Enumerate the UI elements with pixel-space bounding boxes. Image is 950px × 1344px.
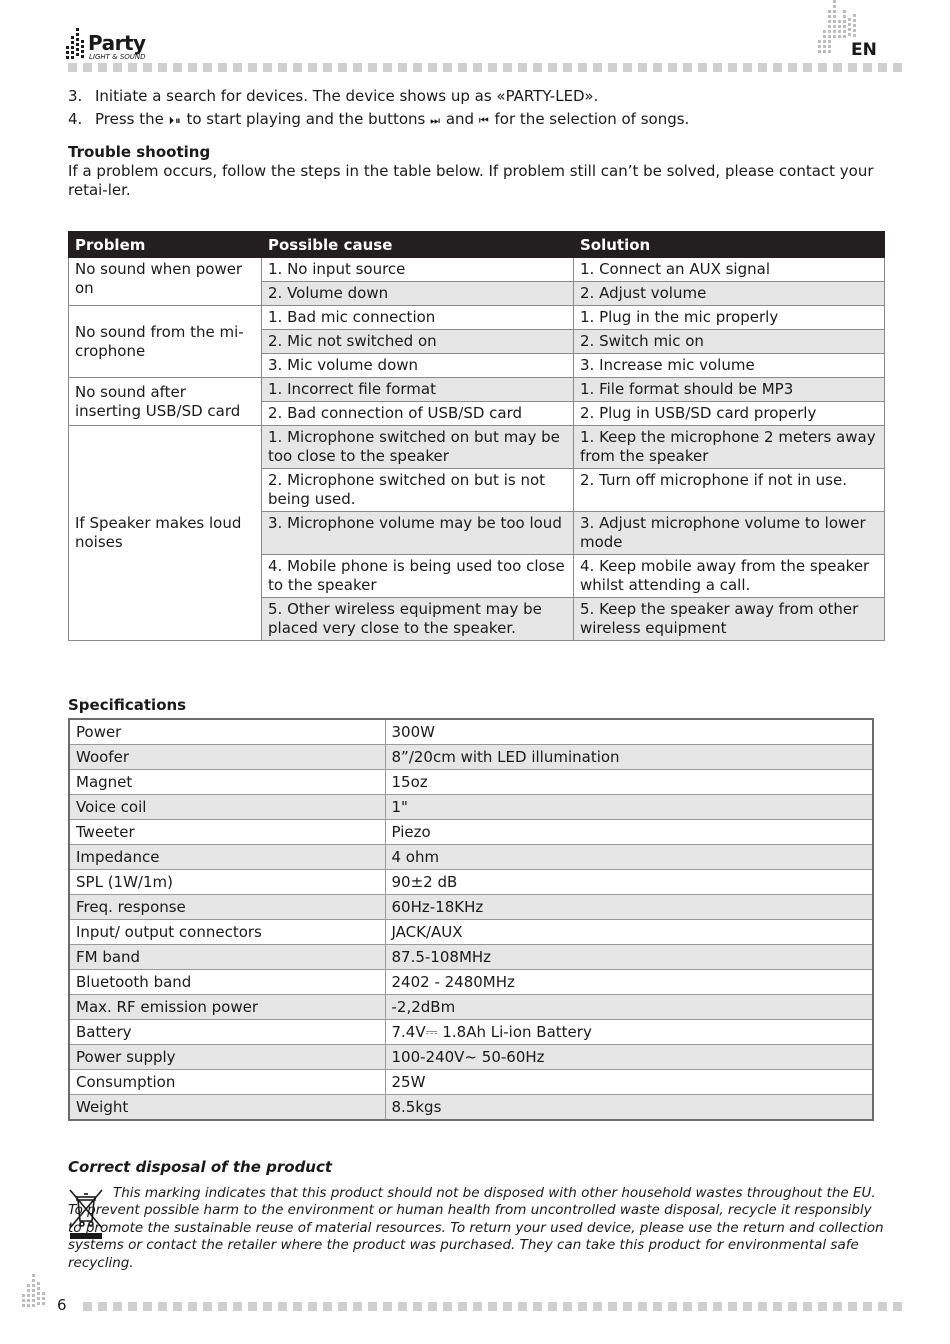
problem-cell: No sound from the mi-crophone [69, 306, 262, 378]
divider-square [248, 1302, 257, 1311]
spec-row [69, 1045, 873, 1070]
cause-cell: 2. Mic not switched on [262, 330, 574, 354]
divider-square [878, 1302, 887, 1311]
divider-square [668, 1302, 677, 1311]
divider-square [563, 1302, 572, 1311]
spec-value: 7.4V⎓ 1.8Ah Li-ion Battery [385, 1020, 873, 1045]
spec-label: Power supply [69, 1045, 385, 1070]
cause-cell: 2. Volume down [262, 282, 574, 306]
spec-label: Battery [69, 1020, 385, 1045]
spec-value: 4 ohm [385, 845, 873, 870]
spec-label: Voice coil [69, 795, 385, 820]
header-solution: Solution [574, 232, 885, 258]
problem-cell: No sound when power on [69, 258, 262, 306]
divider-square [308, 63, 317, 72]
spec-label: Magnet [69, 770, 385, 795]
language-badge: EN [851, 40, 877, 60]
divider-square [728, 1302, 737, 1311]
solution-cell: 5. Keep the speaker away from other wireless equipment [574, 598, 885, 641]
header-divider [68, 63, 902, 72]
table-row [69, 426, 885, 469]
spec-label: Weight [69, 1095, 385, 1121]
spec-label: SPL (1W/1m) [69, 870, 385, 895]
spec-value: JACK/AUX [385, 920, 873, 945]
divider-square [653, 63, 662, 72]
spec-row [69, 820, 873, 845]
spec-value: 8.5kgs [385, 1095, 873, 1121]
divider-square [173, 1302, 182, 1311]
brand-logo [66, 26, 176, 64]
divider-square [473, 63, 482, 72]
divider-square [278, 63, 287, 72]
divider-square [863, 1302, 872, 1311]
divider-square [263, 63, 272, 72]
spec-value: 60Hz-18KHz [385, 895, 873, 920]
step-text-post: for the selection of songs. [494, 110, 690, 128]
spec-value: 90±2 dB [385, 870, 873, 895]
divider-square [818, 1302, 827, 1311]
cause-cell: 5. Other wireless equipment may be placed very close to the speaker. [262, 598, 574, 641]
divider-square [323, 1302, 332, 1311]
divider-square [563, 63, 572, 72]
step-text-pre: Press the [95, 110, 164, 128]
divider-square [893, 1302, 902, 1311]
divider-square [833, 1302, 842, 1311]
divider-square [203, 1302, 212, 1311]
spec-value: 87.5-108MHz [385, 945, 873, 970]
table-row [69, 306, 885, 330]
divider-square [518, 1302, 527, 1311]
spec-label: Freq. response [69, 895, 385, 920]
divider-square [308, 1302, 317, 1311]
divider-square [98, 1302, 107, 1311]
spec-row [69, 920, 873, 945]
cause-cell: 1. No input source [262, 258, 574, 282]
footer-divider [83, 1302, 902, 1311]
divider-square [218, 1302, 227, 1311]
divider-square [473, 1302, 482, 1311]
divider-square [398, 1302, 407, 1311]
spec-label: Power [69, 719, 385, 745]
divider-square [848, 63, 857, 72]
specifications-table [68, 718, 874, 1121]
divider-square [758, 1302, 767, 1311]
divider-square [203, 63, 212, 72]
divider-square [608, 63, 617, 72]
spec-value: 8”/20cm with LED illumination [385, 745, 873, 770]
divider-square [683, 1302, 692, 1311]
divider-square [173, 63, 182, 72]
spec-label: Impedance [69, 845, 385, 870]
next-track-icon: ⏭ [430, 114, 442, 127]
divider-square [773, 63, 782, 72]
step-number: 4. [68, 110, 83, 128]
divider-square [248, 63, 257, 72]
divider-square [578, 1302, 587, 1311]
solution-cell: 1. Connect an AUX signal [574, 258, 885, 282]
step-text-mid: to start playing and the buttons [186, 110, 426, 128]
cause-cell: 4. Mobile phone is being used too close to the speaker [262, 555, 574, 598]
troubleshooting-table [68, 231, 885, 641]
page-number: 6 [57, 1296, 67, 1314]
divider-square [233, 63, 242, 72]
disposal-heading: Correct disposal of the product [68, 1158, 333, 1176]
divider-square [803, 1302, 812, 1311]
spec-row [69, 745, 873, 770]
spec-value: -2,2dBm [385, 995, 873, 1020]
spec-row [69, 1070, 873, 1095]
spec-value: 25W [385, 1070, 873, 1095]
spec-row [69, 845, 873, 870]
divider-square [713, 1302, 722, 1311]
spec-value: 2402 - 2480MHz [385, 970, 873, 995]
spec-row [69, 895, 873, 920]
divider-square [383, 1302, 392, 1311]
cause-cell: 3. Microphone volume may be too loud [262, 512, 574, 555]
logo-equalizer-icon [66, 26, 88, 62]
divider-square [743, 63, 752, 72]
divider-square [638, 1302, 647, 1311]
solution-cell: 2. Adjust volume [574, 282, 885, 306]
table-header-row [69, 232, 885, 258]
divider-square [788, 1302, 797, 1311]
table-row [69, 258, 885, 282]
divider-square [713, 63, 722, 72]
divider-square [593, 63, 602, 72]
divider-square [293, 63, 302, 72]
spec-row [69, 970, 873, 995]
step-4 [68, 109, 689, 131]
divider-square [683, 63, 692, 72]
solution-cell: 2. Switch mic on [574, 330, 885, 354]
divider-square [548, 63, 557, 72]
solution-cell: 3. Increase mic volume [574, 354, 885, 378]
cause-cell: 2. Bad connection of USB/SD card [262, 402, 574, 426]
divider-square [653, 1302, 662, 1311]
divider-square [398, 63, 407, 72]
divider-square [68, 63, 77, 72]
cause-cell: 1. Bad mic connection [262, 306, 574, 330]
spec-row [69, 795, 873, 820]
spec-row [69, 870, 873, 895]
divider-square [833, 63, 842, 72]
divider-square [518, 63, 527, 72]
divider-square [728, 63, 737, 72]
step-number: 3. [68, 87, 83, 105]
play-pause-icon: ⏵⏸ [168, 114, 182, 127]
divider-square [698, 63, 707, 72]
divider-square [188, 1302, 197, 1311]
spec-row [69, 719, 873, 745]
logo-wordmark: Party [88, 31, 146, 55]
step-3 [68, 86, 598, 106]
spec-value: 15oz [385, 770, 873, 795]
divider-square [458, 63, 467, 72]
divider-square [128, 63, 137, 72]
spec-row [69, 1020, 873, 1045]
solution-cell: 3. Adjust microphone volume to lower mode [574, 512, 885, 555]
troubleshooting-heading: Trouble shooting [68, 143, 211, 161]
divider-square [773, 1302, 782, 1311]
divider-square [83, 63, 92, 72]
divider-square [383, 63, 392, 72]
spec-row [69, 945, 873, 970]
divider-square [293, 1302, 302, 1311]
solution-cell: 4. Keep mobile away from the speaker whilst attending a call. [574, 555, 885, 598]
spec-value: 1" [385, 795, 873, 820]
spec-row [69, 770, 873, 795]
divider-square [413, 63, 422, 72]
divider-square [788, 63, 797, 72]
spec-label: Bluetooth band [69, 970, 385, 995]
logo-tagline: LIGHT & SOUND [89, 53, 146, 61]
divider-square [698, 1302, 707, 1311]
divider-square [848, 1302, 857, 1311]
problem-cell: No sound after inserting USB/SD card [69, 378, 262, 426]
divider-square [428, 1302, 437, 1311]
divider-square [113, 63, 122, 72]
problem-cell: If Speaker makes loud noises [69, 426, 262, 641]
divider-square [143, 1302, 152, 1311]
divider-square [578, 63, 587, 72]
spec-label: Input/ output connectors [69, 920, 385, 945]
divider-square [638, 63, 647, 72]
divider-square [413, 1302, 422, 1311]
step-text-and: and [445, 110, 475, 128]
spec-label: Woofer [69, 745, 385, 770]
divider-square [503, 1302, 512, 1311]
table-row [69, 378, 885, 402]
divider-square [668, 63, 677, 72]
divider-square [143, 63, 152, 72]
divider-square [818, 63, 827, 72]
spec-value: 300W [385, 719, 873, 745]
spec-row [69, 1095, 873, 1121]
cause-cell: 2. Microphone switched on but is not being used. [262, 469, 574, 512]
divider-square [803, 63, 812, 72]
spec-label: Tweeter [69, 820, 385, 845]
spec-label: FM band [69, 945, 385, 970]
divider-square [488, 1302, 497, 1311]
solution-cell: 1. Plug in the mic properly [574, 306, 885, 330]
spec-label: Consumption [69, 1070, 385, 1095]
divider-square [593, 1302, 602, 1311]
spec-label: Max. RF emission power [69, 995, 385, 1020]
divider-square [323, 63, 332, 72]
cause-cell: 3. Mic volume down [262, 354, 574, 378]
divider-square [83, 1302, 92, 1311]
divider-square [488, 63, 497, 72]
divider-square [443, 1302, 452, 1311]
header-problem: Problem [69, 232, 262, 258]
divider-square [608, 1302, 617, 1311]
divider-square [113, 1302, 122, 1311]
divider-square [368, 63, 377, 72]
divider-square [158, 63, 167, 72]
divider-square [98, 63, 107, 72]
divider-square [458, 1302, 467, 1311]
divider-square [623, 1302, 632, 1311]
disposal-text: This marking indicates that this product should not be disposed with other household wastes throughout the EU. To prevent possible harm to the environment or human health from uncontrolled waste disposal, recycle it responsibly to promote the sustainable reuse of material resources. To return your used device, please use the return and collection systems or contact the retailer where the product was purchased. They can take this product for environmental safe recycling. [68, 1185, 884, 1271]
divider-square [893, 63, 902, 72]
divider-square [503, 63, 512, 72]
divider-square [758, 63, 767, 72]
specifications-heading: Specifications [68, 696, 187, 714]
solution-cell: 2. Turn off microphone if not in use. [574, 469, 885, 512]
divider-square [863, 63, 872, 72]
previous-track-icon: ⏮ [478, 114, 490, 127]
divider-square [263, 1302, 272, 1311]
divider-square [233, 1302, 242, 1311]
divider-square [278, 1302, 287, 1311]
cause-cell: 1. Microphone switched on but may be too close to the speaker [262, 426, 574, 469]
divider-square [338, 1302, 347, 1311]
cause-cell: 1. Incorrect file format [262, 378, 574, 402]
divider-square [743, 1302, 752, 1311]
divider-square [428, 63, 437, 72]
divider-square [443, 63, 452, 72]
divider-square [353, 1302, 362, 1311]
footer-equalizer-icon [22, 1268, 48, 1312]
divider-square [548, 1302, 557, 1311]
divider-square [368, 1302, 377, 1311]
divider-square [128, 1302, 137, 1311]
divider-square [353, 63, 362, 72]
divider-square [218, 63, 227, 72]
solution-cell: 2. Plug in USB/SD card properly [574, 402, 885, 426]
divider-square [188, 63, 197, 72]
divider-square [338, 63, 347, 72]
divider-square [623, 63, 632, 72]
divider-square [878, 63, 887, 72]
header-cause: Possible cause [262, 232, 574, 258]
solution-cell: 1. Keep the microphone 2 meters away from the speaker [574, 426, 885, 469]
spec-row [69, 995, 873, 1020]
spec-value: 100-240V~ 50-60Hz [385, 1045, 873, 1070]
divider-square [533, 63, 542, 72]
troubleshooting-intro: If a problem occurs, follow the steps in the table below. If problem still can’t be solved, please contact your retai-ler. [68, 162, 874, 199]
divider-square [533, 1302, 542, 1311]
divider-square [158, 1302, 167, 1311]
step-text: Initiate a search for devices. The device shows up as «PARTY-LED». [95, 87, 599, 105]
spec-value: Piezo [385, 820, 873, 845]
solution-cell: 1. File format should be MP3 [574, 378, 885, 402]
